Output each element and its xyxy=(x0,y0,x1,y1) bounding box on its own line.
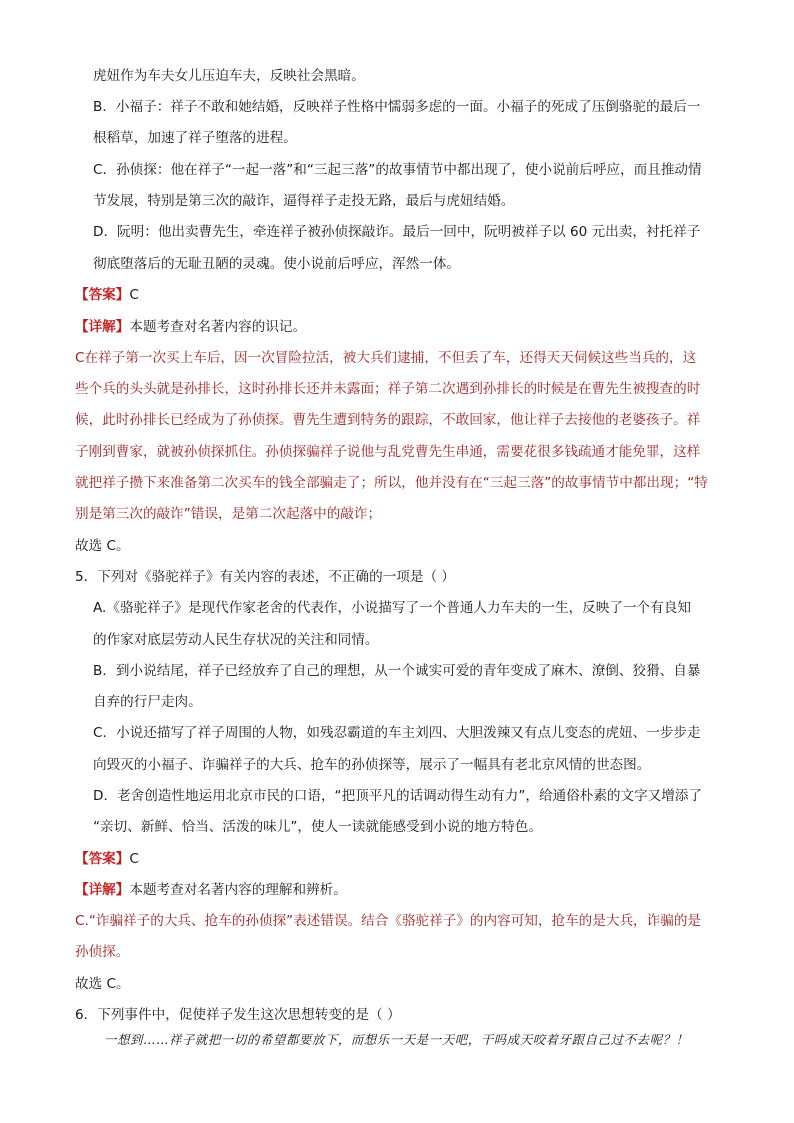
option-text: D．老舍创造性地运用北京市民的口语，“把顶平凡的话调动得生动有力”，给通俗朴素的文字又增添了 xyxy=(93,788,703,804)
conclusion-text: 故选 C。 xyxy=(75,976,130,992)
explanation-line xyxy=(75,880,347,900)
option-text: C．小说还描写了祥子周围的人物，如残忍霸道的车主刘四、大胆泼辣又有点儿变态的虎妞、一步步走 xyxy=(93,725,701,741)
explanation-text: 孙侦探。 xyxy=(75,944,130,960)
option-text: 自弃的行尸走肉。 xyxy=(93,694,202,710)
answer-label: 【答案】 xyxy=(75,851,130,867)
question-6-stem: 6．下列事件中，促使祥子发生这次思想转变的是（ ） xyxy=(75,1007,401,1023)
quote-passage: 一想到……祥子就把一切的希望都要放下，而想乐一天是一天吧，干吗成天咬着牙跟自己过不去呢？！ xyxy=(104,1032,689,1047)
explanation-label: 【详解】 xyxy=(75,882,130,898)
explanation-text: 别是第三次的敲诈”错误，是第二次起落中的敲诈； xyxy=(75,506,382,522)
explanation-text: 就把祥子攒下来准备第二次买车的钱全部骗走了；所以，他并没有在“三起三落”的故事情节中都出现；“特 xyxy=(75,475,708,491)
option-text: D．阮明：他出卖曹先生，牵连祥子被孙侦探敲诈。最后一回中，阮明被祥子以 60 元出卖，衬托祥子 xyxy=(93,224,701,240)
explanation-line xyxy=(75,317,306,337)
explanation-intro: 本题考查对名著内容的理解和辨析。 xyxy=(129,882,347,898)
option-text: B．到小说结尾，祥子已经放弃了自己的理想，从一个诚实可爱的青年变成了麻木、潦倒、狡猾、自暴 xyxy=(93,663,701,679)
explanation-text: C在祥子第一次买上车后，因一次冒险拉活，被大兵们逮捕，不但丢了车，还得天天伺候这些当兵的，这 xyxy=(75,350,697,366)
answer-value: C xyxy=(129,287,139,303)
option-text: 彻底堕落后的无耻丑陋的灵魂。使小说前后呼应，浑然一体。 xyxy=(93,256,461,272)
option-text: B．小福子：祥子不敢和她结婚，反映祥子性格中懦弱多虑的一面。小福子的死成了压倒骆驼的最后一 xyxy=(93,99,701,115)
conclusion-text: 故选 C。 xyxy=(75,538,130,554)
option-text: “亲切、新鲜、恰当、活泼的味儿”，使人一读就能感受到小说的地方特色。 xyxy=(93,819,543,835)
explanation-text: 子刚到曹家，就被孙侦探抓住。孙侦探骗祥子说他与乱党曹先生串通，需要花很多钱疏通才能免罪，这样 xyxy=(75,444,701,460)
explanation-text: C.“诈骗祥子的大兵、抢车的孙侦探”表述错误。结合《骆驼祥子》的内容可知，抢车的是大兵，诈骗的是 xyxy=(75,913,702,929)
option-text: C．孙侦探：他在祥子“一起一落”和“三起三落”的故事情节中都出现了，使小说前后呼应，而且推动情 xyxy=(93,162,702,178)
option-text: 根稻草，加速了祥子堕落的进程。 xyxy=(93,130,297,146)
option-text: 虎妞作为车夫女儿压迫车夫，反映社会黑暗。 xyxy=(93,68,365,84)
explanation-intro: 本题考查对名著内容的识记。 xyxy=(129,319,307,335)
option-text: 节发展，特别是第三次的敲诈，逼得祥子走投无路，最后与虎妞结婚。 xyxy=(93,193,515,209)
answer-label: 【答案】 xyxy=(75,287,130,303)
answer-line xyxy=(75,849,139,869)
question-5-stem: 5．下列对《骆驼祥子》有关内容的表述，不正确的一项是（ ） xyxy=(75,569,455,585)
option-text: 向毁灭的小福子、诈骗祥子的大兵、抢车的孙侦探等，展示了一幅具有老北京风情的世态图。 xyxy=(93,757,651,773)
answer-value: C xyxy=(129,851,139,867)
option-text: A.《骆驼祥子》是现代作家老舍的代表作，小说描写了一个普通人力车夫的一生，反映了一个有良知 xyxy=(93,600,691,616)
option-text: 的作家对底层劳动人民生存状况的关注和同情。 xyxy=(93,632,379,648)
answer-line xyxy=(75,285,139,305)
explanation-label: 【详解】 xyxy=(75,319,130,335)
explanation-text: 些个兵的头头就是孙排长，这时孙排长还并未露面；祥子第二次遇到孙排长的时候是在曹先生被搜查的时 xyxy=(75,381,701,397)
explanation-text: 候，此时孙排长已经成为了孙侦探。曹先生遭到特务的跟踪，不敢回家，他让祥子去接他的老婆孩子。祥 xyxy=(75,412,701,428)
